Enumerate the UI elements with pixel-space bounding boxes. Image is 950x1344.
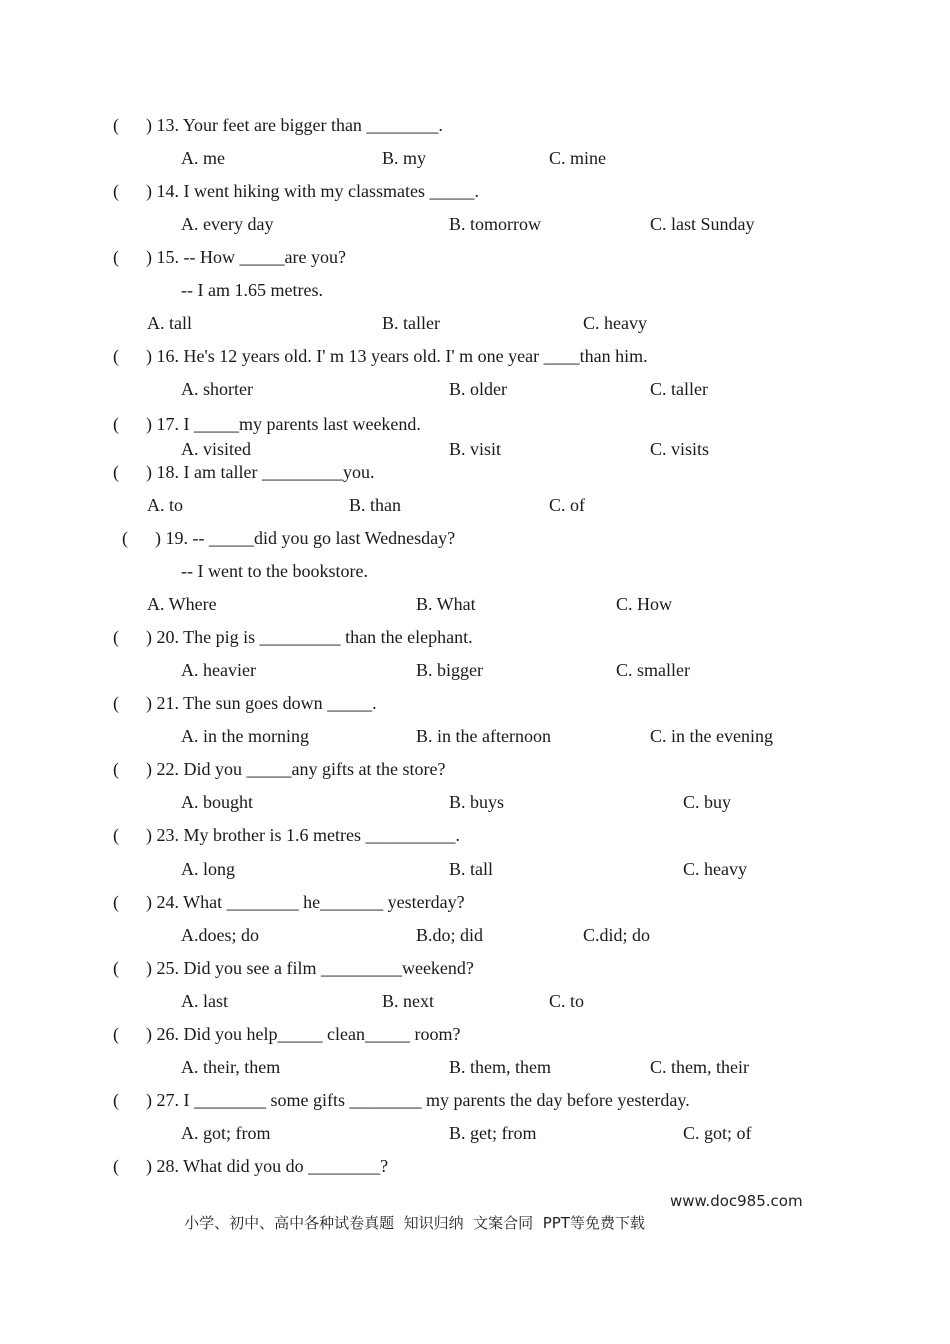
question-20: ( ) 20. The pig is _________ than the elephant.: [113, 627, 473, 647]
footer-text: 小学、初中、高中各种试卷真题 知识归纳 文案合同 PPT等免费下载: [184, 1214, 645, 1232]
option-21-b: B. in the afternoon: [416, 726, 551, 746]
option-15-a: A. tall: [147, 313, 192, 333]
question-22: ( ) 22. Did you _____any gifts at the store?: [113, 759, 446, 779]
option-19-c: C. How: [616, 594, 673, 614]
option-13-b: B. my: [382, 148, 427, 168]
option-27-a: A. got; from: [181, 1123, 271, 1143]
option-25-c: C. to: [549, 991, 585, 1011]
option-26-a: A. their, them: [181, 1057, 281, 1077]
option-25-b: B. next: [382, 991, 434, 1011]
question-14: ( ) 14. I went hiking with my classmates _____.: [113, 181, 479, 201]
option-17-b: B. visit: [449, 439, 502, 459]
option-24-c: C.did; do: [583, 925, 651, 945]
question-13: ( ) 13. Your feet are bigger than ________.: [113, 115, 443, 135]
page-footer: [165, 1190, 803, 1278]
question-18: ( ) 18. I am taller _________you.: [113, 462, 375, 482]
option-17-c: C. visits: [650, 439, 710, 459]
option-20-c: C. smaller: [616, 660, 690, 680]
option-21-a: A. in the morning: [181, 726, 309, 746]
footer-url-link[interactable]: www.doc985.com: [670, 1192, 803, 1210]
question-23: ( ) 23. My brother is 1.6 metres __________.: [113, 825, 460, 845]
option-15-b: B. taller: [382, 313, 440, 333]
question-19-answer-line: -- I went to the bookstore.: [181, 561, 368, 581]
option-26-c: C. them, their: [650, 1057, 749, 1077]
question-16: ( ) 16. He's 12 years old. I' m 13 years old. I' m one year ____than him.: [113, 346, 648, 366]
question-17: ( ) 17. I _____my parents last weekend.: [113, 414, 421, 434]
option-19-b: B. What: [416, 594, 476, 614]
option-17-a: A. visited: [181, 439, 251, 459]
option-18-c: C. of: [549, 495, 585, 515]
option-15-c: C. heavy: [583, 313, 647, 333]
option-13-c: C. mine: [549, 148, 606, 168]
option-22-c: C. buy: [683, 792, 732, 812]
question-15-answer-line: -- I am 1.65 metres.: [181, 280, 323, 300]
option-13-a: A. me: [181, 148, 225, 168]
question-21: ( ) 21. The sun goes down _____.: [113, 693, 377, 713]
option-23-c: C. heavy: [683, 859, 747, 879]
option-21-c: C. in the evening: [650, 726, 773, 746]
question-27: ( ) 27. I ________ some gifts ________ my parents the day before yesterday.: [113, 1090, 690, 1110]
option-23-b: B. tall: [449, 859, 493, 879]
option-16-c: C. taller: [650, 379, 708, 399]
question-19: ( ) 19. -- _____did you go last Wednesday?: [122, 528, 456, 548]
option-25-a: A. last: [181, 991, 228, 1011]
option-20-a: A. heavier: [181, 660, 256, 680]
option-20-b: B. bigger: [416, 660, 483, 680]
option-27-c: C. got; of: [683, 1123, 752, 1143]
option-26-b: B. them, them: [449, 1057, 551, 1077]
option-14-c: C. last Sunday: [650, 214, 755, 234]
option-16-b: B. older: [449, 379, 507, 399]
option-18-a: A. to: [147, 495, 183, 515]
question-28: ( ) 28. What did you do ________?: [113, 1156, 389, 1176]
question-15: ( ) 15. -- How _____are you?: [113, 247, 346, 267]
option-23-a: A. long: [181, 859, 235, 879]
option-16-a: A. shorter: [181, 379, 253, 399]
option-22-b: B. buys: [449, 792, 505, 812]
option-27-b: B. get; from: [449, 1123, 537, 1143]
option-24-b: B.do; did: [416, 925, 484, 945]
option-24-a: A.does; do: [181, 925, 259, 945]
option-22-a: A. bought: [181, 792, 253, 812]
option-18-b: B. than: [349, 495, 401, 515]
question-24: ( ) 24. What ________ he_______ yesterday?: [113, 892, 465, 912]
option-19-a: A. Where: [147, 594, 217, 614]
question-26: ( ) 26. Did you help_____ clean_____ room?: [113, 1024, 461, 1044]
option-14-b: B. tomorrow: [449, 214, 541, 234]
option-14-a: A. every day: [181, 214, 274, 234]
question-25: ( ) 25. Did you see a film _________weekend?: [113, 958, 474, 978]
